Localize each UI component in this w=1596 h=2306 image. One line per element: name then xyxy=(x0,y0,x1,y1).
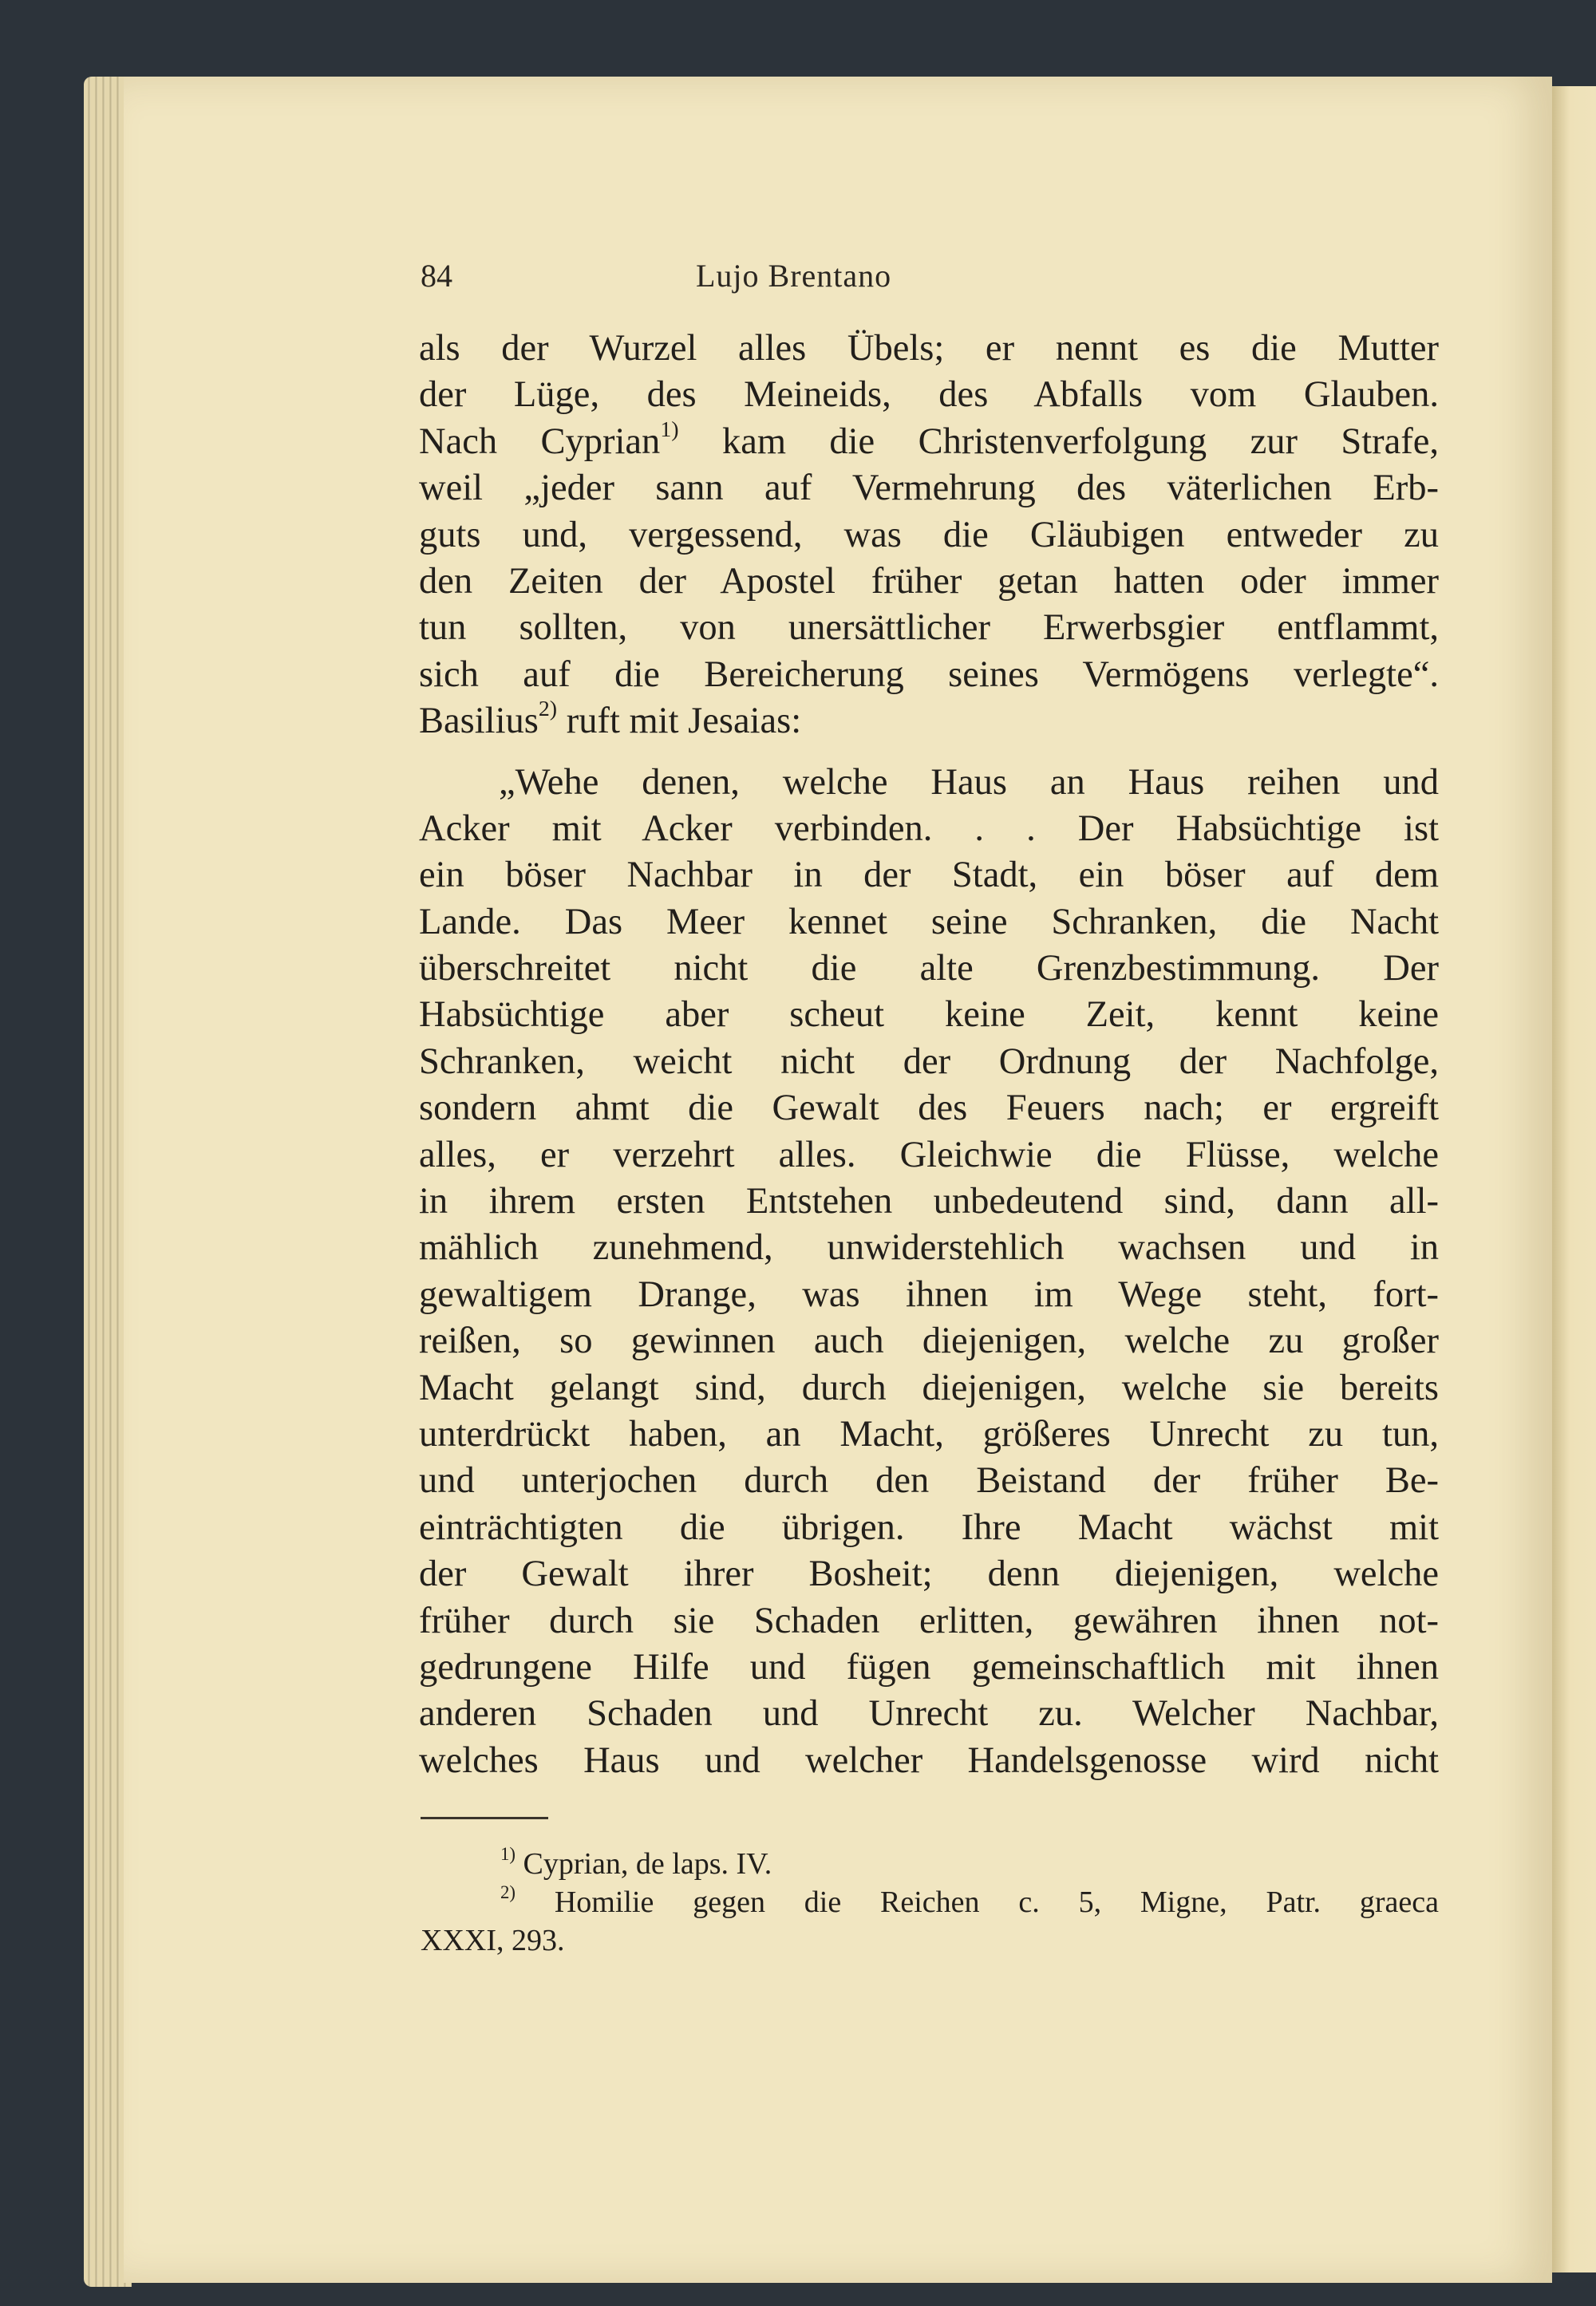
quote-line: sondern ahmt die Gewalt des Feuers nach; er ergreift xyxy=(419,1088,1439,1129)
text-line: den Zeiten der Apostel früher getan hatten oder immer xyxy=(419,560,1439,602)
text-fragment: ruft mit Jesaias: xyxy=(566,701,802,742)
quote-line: früher durch sie Schaden erlitten, gewähren ihnen not- xyxy=(419,1600,1439,1641)
quote-line: alles, er verzehrt alles. Gleichwie die Flüsse, welche xyxy=(419,1134,1439,1175)
text-line: sich auf die Bereicherung seines Vermögens verlegte“. xyxy=(419,653,1439,695)
footnote-2 xyxy=(421,1883,1439,1921)
text-line: tun sollten, von unersättlicher Erwerbsgier entflammt, xyxy=(419,607,1439,649)
body-text xyxy=(419,326,1439,1784)
text-line: der Lüge, des Meineids, des Abfalls vom Glauben. xyxy=(419,374,1439,416)
text-line xyxy=(419,419,1439,465)
quote-line: überschreitet nicht die alte Grenzbestimmung. Der xyxy=(419,948,1439,989)
quote-line: unterdrückt haben, an Macht, größeres Unrecht zu tun, xyxy=(419,1413,1439,1455)
text-fragment: Basilius xyxy=(419,701,539,742)
quote-line: gewaltigem Drange, was ihnen im Wege steht, fort- xyxy=(419,1273,1439,1315)
paragraph-gap xyxy=(419,745,1439,760)
footnote-mark: 2) xyxy=(500,1882,516,1902)
footnote-text: Homilie gegen die Reichen c. 5, Migne, Patr. graeca xyxy=(554,1885,1440,1919)
quote-line: Macht gelangt sind, durch diejenigen, welche sie bereits xyxy=(419,1367,1439,1408)
quote-line: gedrungene Hilfe und fügen gemeinschaftlich mit ihnen xyxy=(419,1646,1439,1688)
page-number: 84 xyxy=(421,258,452,294)
footnote-ref: 1) xyxy=(660,417,679,442)
text-line: guts und, vergessend, was die Gläubigen entweder zu xyxy=(419,514,1439,555)
text-line xyxy=(419,698,1439,744)
footnotes xyxy=(421,1845,1439,1960)
quote-line: Schranken, weicht nicht der Ordnung der Nachfolge, xyxy=(419,1040,1439,1082)
facing-page-edge xyxy=(1552,86,1596,2272)
quote-line: welches Haus und welcher Handelsgenosse wird nicht xyxy=(419,1739,1439,1781)
text-line: weil „jeder sann auf Vermehrung des väterlichen Erb- xyxy=(419,468,1439,509)
quote-line: reißen, so gewinnen auch diejenigen, welche zu großer xyxy=(419,1321,1439,1362)
quote-line: in ihrem ersten Entstehen unbedeutend sind, dann all- xyxy=(419,1181,1439,1222)
quote-line: anderen Schaden und Unrecht zu. Welcher Nachbar, xyxy=(419,1693,1439,1735)
footnote-1 xyxy=(421,1845,1439,1883)
page-header xyxy=(421,257,1436,297)
quote-line: Lande. Das Meer kennet seine Schranken, die Nacht xyxy=(419,901,1439,942)
quote-line: mählich zunehmend, unwiderstehlich wachsen und in xyxy=(419,1227,1439,1269)
quote-line: einträchtigten die übrigen. Ihre Macht wächst mit xyxy=(419,1506,1439,1548)
text-line: als der Wurzel alles Übels; er nennt es die Mutter xyxy=(419,328,1439,369)
quote-line: „Wehe denen, welche Haus an Haus reihen und xyxy=(499,761,1439,803)
footnote-2-continued: XXXI, 293. xyxy=(421,1924,565,1957)
text-fragment: Nach Cyprian xyxy=(419,421,661,462)
footnote-mark: 1) xyxy=(500,1843,516,1864)
text-fragment: kam die Christenverfolgung zur Strafe, xyxy=(721,421,1439,462)
quote-line: Habsüchtige aber scheut keine Zeit, kennt keine xyxy=(419,994,1439,1036)
running-head: Lujo Brentano xyxy=(696,258,892,294)
footnote-text: Cyprian, de laps. IV. xyxy=(523,1847,772,1881)
footnote-rule xyxy=(421,1817,548,1819)
quote-line: der Gewalt ihrer Bosheit; denn diejenigen, welche xyxy=(419,1554,1439,1595)
footnote-ref: 2) xyxy=(538,697,558,722)
quote-line: ein böser Nachbar in der Stadt, ein böser auf dem xyxy=(419,855,1439,896)
quote-line: und unterjochen durch den Beistand der früher Be- xyxy=(419,1460,1439,1502)
quote-line: Acker mit Acker verbinden. . . Der Habsüchtige ist xyxy=(419,807,1439,849)
